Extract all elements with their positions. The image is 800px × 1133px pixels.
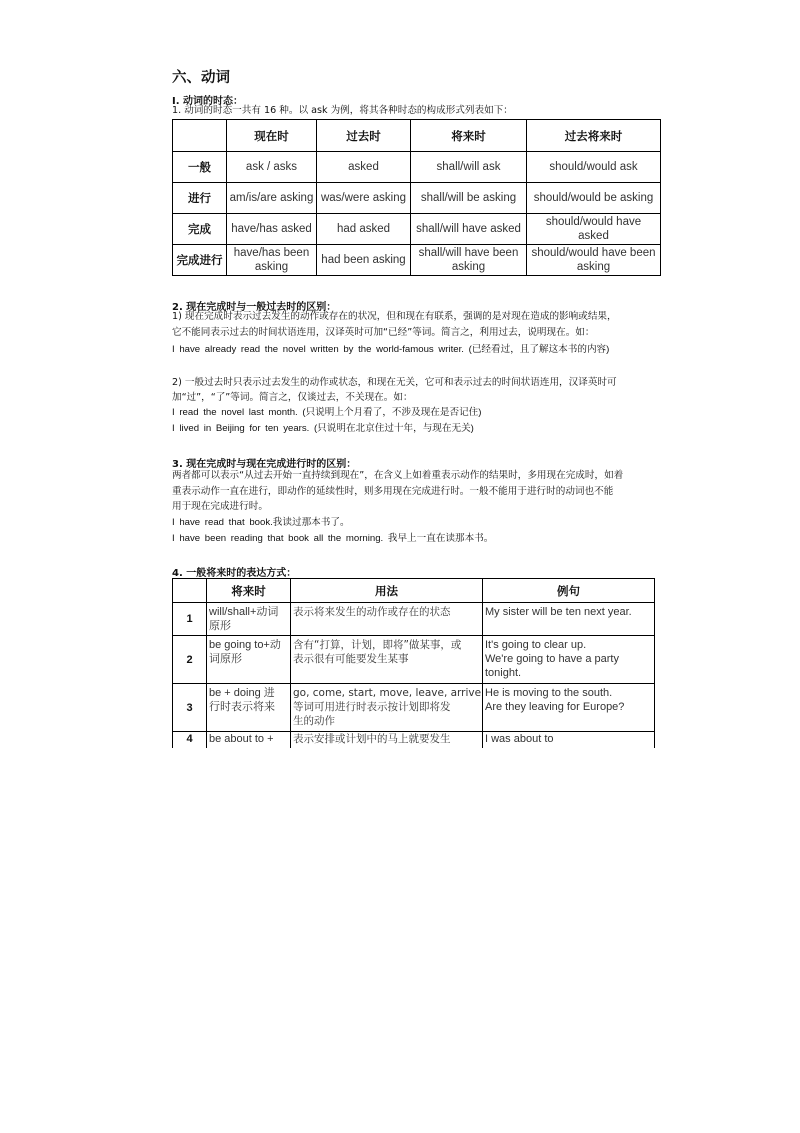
table-cell: should/would be asking xyxy=(527,183,661,214)
row-label: 完成进行 xyxy=(173,245,227,276)
section3-line: 重表示动作一直在进行，即动作的延续性时，则多用现在完成进行时。一般不能用于进行时的动词也不能 xyxy=(172,486,614,497)
section2-line: 它不能同表示过去的时间状语连用，汉译英时可加“已经”等词。简言之，利用过去，说明现在。如： xyxy=(172,327,595,338)
cell-line: 生的动作 xyxy=(293,715,335,727)
table-row xyxy=(173,603,655,636)
section3-example: I have read that book.我读过那本书了。 xyxy=(172,517,350,528)
cell-line: He is moving to the south. xyxy=(485,687,613,699)
example-cell xyxy=(483,732,655,749)
usage-cell xyxy=(291,732,483,749)
future-header-usage: 用法 xyxy=(291,579,483,603)
row-number: 2 xyxy=(173,636,207,684)
cell-line: 等词可用进行时表示按计划即将发 xyxy=(293,701,451,713)
cell-line: will/shall+动词 xyxy=(209,606,279,618)
tense-header-corner xyxy=(173,120,227,152)
tense-table-header-row xyxy=(173,120,661,152)
table-cell: should/would have asked xyxy=(527,214,661,245)
table-cell: have/has asked xyxy=(227,214,317,245)
example-cell xyxy=(483,636,655,684)
row-label: 完成 xyxy=(173,214,227,245)
section3-example: I have been reading that book all the morning. 我早上一直在读那本书。 xyxy=(172,533,494,544)
future-header-form: 将来时 xyxy=(207,579,291,603)
table-cell: ask / asks xyxy=(227,152,317,183)
form-cell xyxy=(207,603,291,636)
section2-example: I lived in Beijing for ten years. (只说明在北京住过十年，与现在无关) xyxy=(172,423,474,434)
cell-line: be about to + xyxy=(209,733,274,745)
form-cell xyxy=(207,636,291,684)
cell-line: Are they leaving for Europe? xyxy=(485,701,625,713)
usage-cell xyxy=(291,603,483,636)
table-cell: shall/will ask xyxy=(411,152,527,183)
section2-line: 1) 现在完成时表示过去发生的动作或存在的状况，但和现在有联系，强调的是对现在造成的影响或结果， xyxy=(172,311,617,322)
cell-line: We're going to have a party xyxy=(485,653,619,665)
future-table xyxy=(172,578,655,748)
cell-line: tonight. xyxy=(485,667,522,679)
tense-header-future: 将来时 xyxy=(411,120,527,152)
section4-heading: 4. 一般将来时的表达方式： xyxy=(172,568,297,579)
table-row xyxy=(173,183,661,214)
table-row xyxy=(173,245,661,276)
cell-line: My sister will be ten next year. xyxy=(485,606,632,618)
section2-heading: 2. 现在完成时与一般过去时的区别： xyxy=(172,302,337,313)
table-row xyxy=(173,684,655,732)
table-cell: had asked xyxy=(317,214,411,245)
row-label: 进行 xyxy=(173,183,227,214)
section1-heading: I. 动词的时态： xyxy=(172,96,244,107)
table-cell: was/were asking xyxy=(317,183,411,214)
cell-line: It's going to clear up. xyxy=(485,639,587,651)
usage-cell xyxy=(291,684,483,732)
section2-line: 加“过”，“了”等词。简言之，仅谈过去，不关现在。如： xyxy=(172,392,413,403)
tense-header-present: 现在时 xyxy=(227,120,317,152)
usage-cell xyxy=(291,636,483,684)
row-label: 一般 xyxy=(173,152,227,183)
table-cell: shall/will have asked xyxy=(411,214,527,245)
example-cell xyxy=(483,684,655,732)
future-header-corner xyxy=(173,579,207,603)
table-cell: asked xyxy=(317,152,411,183)
cell-line: 表示将来发生的动作或存在的状态 xyxy=(293,606,451,618)
example-cell xyxy=(483,603,655,636)
tense-table xyxy=(172,119,661,276)
form-cell xyxy=(207,684,291,732)
cell-line: go, come, start, move, leave, arrive xyxy=(293,687,482,699)
cell-line: I was about to xyxy=(485,733,554,745)
section2-example: I have already read the novel written by the world-famous writer. (已经看过，且了解这本书的内容) xyxy=(172,344,610,355)
cell-line: 表示很有可能要发生某事 xyxy=(293,653,409,665)
table-cell: should/would have been asking xyxy=(527,245,661,276)
section3-line: 两者都可以表示“从过去开始一直持续到现在”，在含义上如着重表示动作的结果时，多用现在完成时，如着 xyxy=(172,470,624,481)
table-cell: shall/will be asking xyxy=(411,183,527,214)
cell-line: be + doing 进 xyxy=(209,687,275,699)
page-title: 六、动词 xyxy=(172,70,230,86)
table-cell: should/would ask xyxy=(527,152,661,183)
cell-line: 表示安排或计划中的马上就要发生 xyxy=(293,733,451,745)
form-cell xyxy=(207,732,291,749)
future-header-example: 例句 xyxy=(483,579,655,603)
row-number: 1 xyxy=(173,603,207,636)
row-number: 4 xyxy=(173,732,207,749)
table-cell: have/has been asking xyxy=(227,245,317,276)
cell-line: 原形 xyxy=(209,620,231,632)
table-cell: am/is/are asking xyxy=(227,183,317,214)
table-cell: shall/will have been asking xyxy=(411,245,527,276)
section1-intro: 1. 动词的时态一共有 16 种。以 ask 为例，将其各种时态的构成形式列表如下： xyxy=(172,105,513,116)
cell-line: 含有“打算，计划，即将”做某事，或 xyxy=(293,639,462,651)
section2-example: I read the novel last month. (只说明上个月看了，不涉及现在是否记住) xyxy=(172,407,482,418)
cell-line: be going to+动 xyxy=(209,639,281,651)
row-number: 3 xyxy=(173,684,207,732)
table-row xyxy=(173,214,661,245)
cell-line: 行时表示将来 xyxy=(209,701,275,713)
table-row xyxy=(173,152,661,183)
tense-header-past: 过去时 xyxy=(317,120,411,152)
table-row xyxy=(173,636,655,684)
section3-line: 用于现在完成进行时。 xyxy=(172,501,268,512)
cell-line: 词原形 xyxy=(209,653,242,665)
section3-heading: 3. 现在完成时与现在完成进行时的区别： xyxy=(172,459,357,470)
future-table-header-row xyxy=(173,579,655,603)
table-cell: had been asking xyxy=(317,245,411,276)
tense-header-past-future: 过去将来时 xyxy=(527,120,661,152)
section2-line: 2) 一般过去时只表示过去发生的动作或状态，和现在无关，它可和表示过去的时间状语连用，汉译英时可 xyxy=(172,377,617,388)
table-row xyxy=(173,732,655,749)
